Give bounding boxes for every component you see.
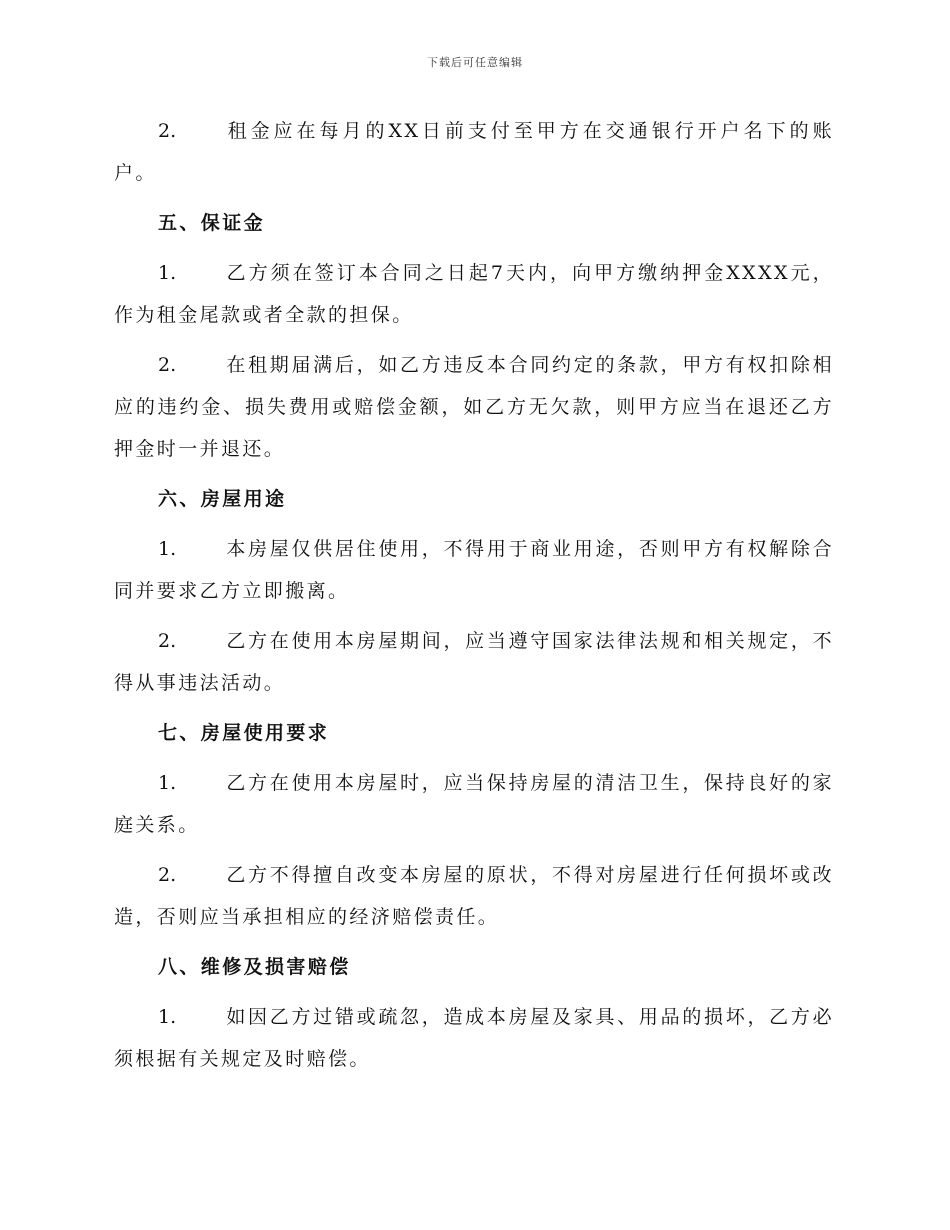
- section-heading-5: 五、保证金: [158, 212, 266, 234]
- clause-7-2: [114, 854, 834, 938]
- clause-5-2: [114, 344, 834, 470]
- clause-8-1: [114, 996, 834, 1080]
- page-header: 下载后可任意编辑: [427, 56, 523, 69]
- document-body: [114, 110, 834, 1088]
- clause-number: 1.: [158, 538, 177, 560]
- clause-text: 乙方在使用本房屋时，应当保持房屋的清洁卫生，保持良好的家庭关系。: [114, 772, 834, 836]
- clause-text: 乙方须在签订本合同之日起7天内，向甲方缴纳押金XXXX元，作为租金尾款或者全款的担保。: [114, 262, 834, 326]
- clause-number: 2.: [158, 354, 177, 376]
- section-heading-7: 七、房屋使用要求: [158, 722, 330, 744]
- clause-number: 2.: [158, 120, 177, 142]
- clause-text: 在租期届满后，如乙方违反本合同约定的条款，甲方有权扣除相应的违约金、损失费用或赔偿金额，如乙方无欠款，则甲方应当在退还乙方押金时一并退还。: [114, 354, 834, 460]
- clause-text: 本房屋仅供居住使用，不得用于商业用途，否则甲方有权解除合同并要求乙方立即搬离。: [114, 538, 834, 602]
- clause-number: 1.: [158, 1006, 177, 1028]
- clause-number: 1.: [158, 262, 177, 284]
- clause-number: 2.: [158, 864, 177, 886]
- clause-text: 如因乙方过错或疏忽，造成本房屋及家具、用品的损坏，乙方必须根据有关规定及时赔偿。: [114, 1006, 834, 1070]
- section-heading-6: 六、房屋用途: [158, 488, 287, 510]
- clause-number: 2.: [158, 630, 177, 652]
- clause-number: 1.: [158, 772, 177, 794]
- clause-7-1: [114, 762, 834, 846]
- clause-5-1: [114, 252, 834, 336]
- clause-text: 乙方在使用本房屋期间，应当遵守国家法律法规和相关规定，不得从事违法活动。: [114, 630, 834, 694]
- clause-4-2: [114, 110, 834, 194]
- clause-6-1: [114, 528, 834, 612]
- clause-text: 乙方不得擅自改变本房屋的原状，不得对房屋进行任何损坏或改造，否则应当承担相应的经济赔偿责任。: [114, 864, 834, 928]
- section-heading-8: 八、维修及损害赔偿: [158, 956, 351, 978]
- clause-text: 租金应在每月的XX日前支付至甲方在交通银行开户名下的账户。: [114, 120, 834, 184]
- clause-6-2: [114, 620, 834, 704]
